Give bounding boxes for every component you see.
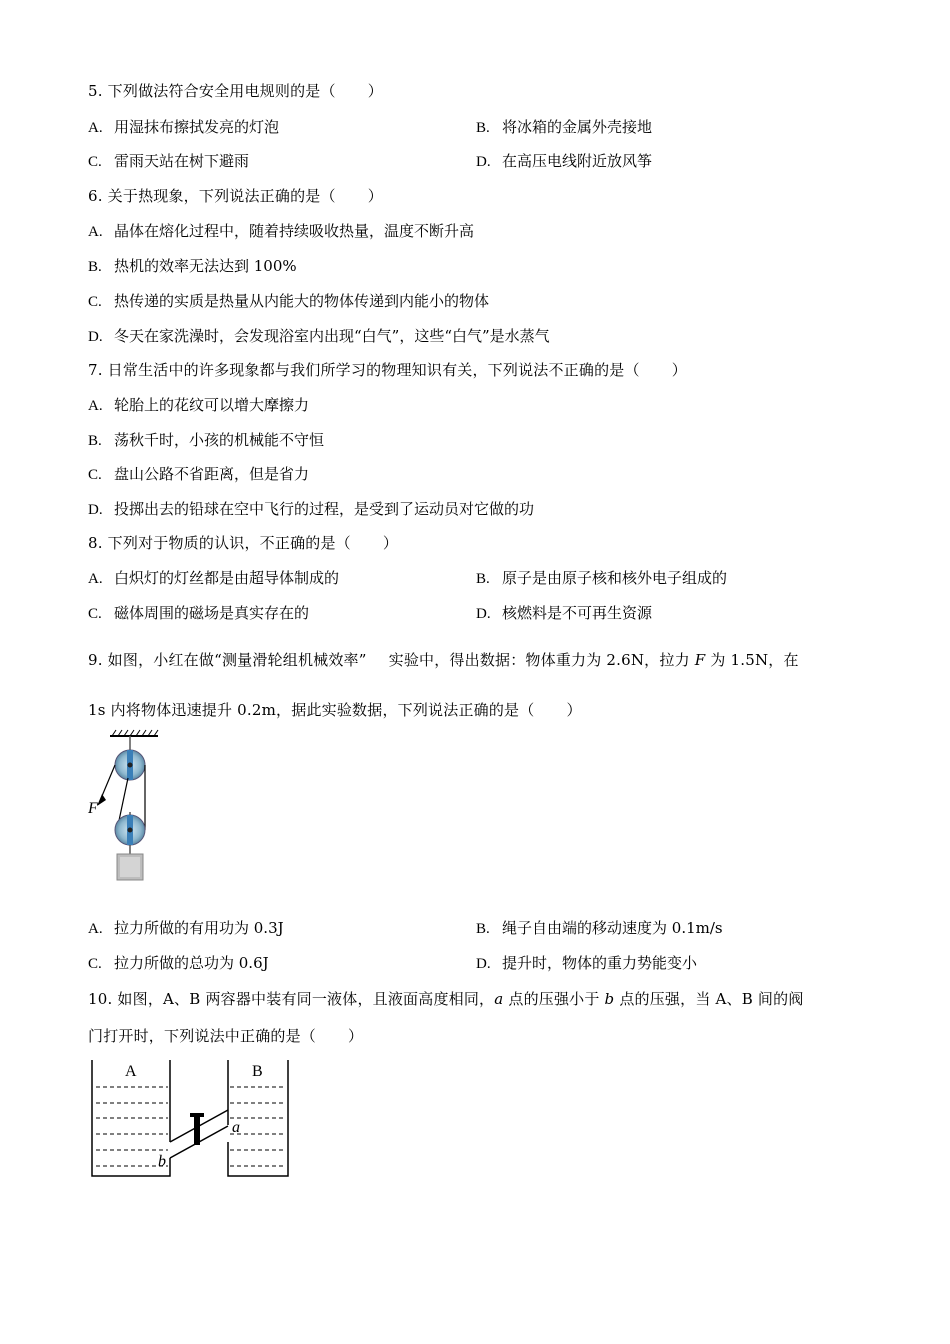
q9-option-a: A. 拉力所做的有用功为 0.3J (88, 919, 284, 937)
q6-option-a: A. 晶体在熔化过程中，随着持续吸收热量，温度不断升高 (88, 222, 475, 240)
q5-option-c: C. 雷雨天站在树下避雨 (88, 152, 250, 170)
q8-option-a: A. 白炽灯的灯丝都是由超导体制成的 (88, 569, 340, 587)
q8-option-c: C. 磁体周围的磁场是真实存在的 (88, 604, 310, 622)
pulley-figure (80, 728, 170, 888)
container-a-label: A (125, 1063, 137, 1080)
q8-option-d: D. 核燃料是不可再生资源 (476, 604, 653, 622)
point-a-label: a (232, 1119, 240, 1136)
force-arrow-icon (97, 794, 106, 806)
q6-option-d: D. 冬天在家洗澡时，会发现浴室内出现“白气”，这些“白气”是水蒸气 (88, 327, 550, 345)
q6-stem: 6. 关于热现象，下列说法正确的是（ ） (88, 187, 383, 205)
q5-option-a: A. 用湿抹布擦拭发亮的灯泡 (88, 118, 280, 136)
q9-option-c: C. 拉力所做的总功为 0.6J (88, 954, 269, 972)
q10-stem-line1: 10. 如图，A、B 两容器中装有同一液体，且液面高度相同，a 点的压强小于 b 点的压强，当 A、B 间的阀 (88, 990, 804, 1008)
q7-option-b: B. 荡秋千时，小孩的机械能不守恒 (88, 431, 325, 449)
q5-stem: 5. 下列做法符合安全用电规则的是（ ） (88, 82, 383, 100)
q8-stem: 8. 下列对于物质的认识，不正确的是（ ） (88, 534, 399, 552)
container-figure (88, 1058, 298, 1183)
q7-stem: 7. 日常生活中的许多现象都与我们所学习的物理知识有关，下列说法不正确的是（ ） (88, 361, 687, 379)
fixed-pulley (115, 750, 145, 780)
q9-option-d: D. 提升时，物体的重力势能变小 (476, 954, 698, 972)
q7-option-c: C. 盘山公路不省距离，但是省力 (88, 465, 310, 483)
weight-block (117, 854, 143, 880)
ceiling-mount (110, 730, 158, 750)
force-label: F (88, 800, 98, 817)
point-b-label: b (158, 1153, 166, 1170)
liquid-level-lines (96, 1087, 286, 1166)
q6-option-c: C. 热传递的实质是热量从内能大的物体传递到内能小的物体 (88, 292, 490, 310)
q5-option-b: B. 将冰箱的金属外壳接地 (476, 118, 653, 136)
container-b-label: B (252, 1063, 263, 1080)
q6-option-b: B. 热机的效率无法达到 100% (88, 257, 297, 275)
q7-option-a: A. 轮胎上的花纹可以增大摩擦力 (88, 396, 310, 414)
q10-stem-line2: 门打开时，下列说法中正确的是（ ） (88, 1027, 364, 1045)
q9-stem-line2: 1s 内将物体迅速提升 0.2m，据此实验数据，下列说法正确的是（ ） (88, 701, 582, 719)
q9-stem-line1: 9. 如图，小红在做“测量滑轮组机械效率” 实验中，得出数据：物体重力为 2.6N，拉力 F 为 1.5N，在 (88, 651, 799, 669)
q7-option-d: D. 投掷出去的铅球在空中飞行的过程，是受到了运动员对它做的功 (88, 500, 535, 518)
q5-option-d: D. 在高压电线附近放风筝 (476, 152, 653, 170)
q8-option-b: B. 原子是由原子核和核外电子组成的 (476, 569, 728, 587)
q9-option-b: B. 绳子自由端的移动速度为 0.1m/s (476, 919, 723, 937)
